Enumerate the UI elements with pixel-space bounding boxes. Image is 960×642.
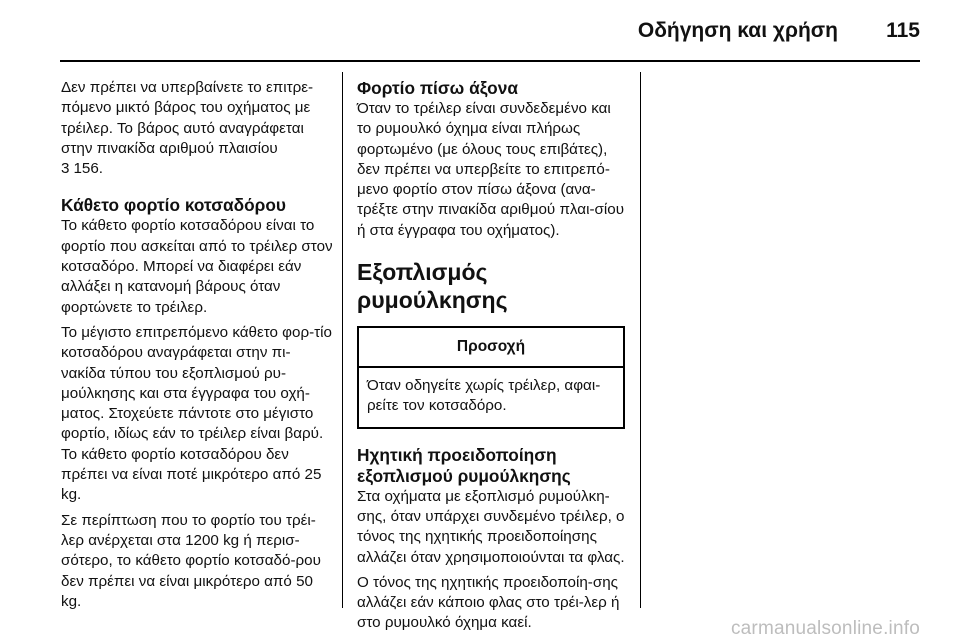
intro-text: Δεν πρέπει να υπερβαίνετε το επιτρε-πόμενο μικτό βάρος του οχήματος με τρέιλερ. Το βάρος αυτό αναγράφεται στην πινακίδα αριθμού πλαισίου	[61, 79, 314, 157]
rear-axle-paragraph: Όταν το τρέιλερ είναι συνδεδεμένο και το ρυμουλκό όχημα είναι πλήρως φορτωμένο (με όλους τους επιβάτες), δεν πρέπει να υπερβείτε το επιτρεπό-μενο φορτίο στον πίσω άξονα (ανα-τρέξτε στην πινακίδα αριθμού πλαι-σίου ή στα έγγραφα του οχήματος).	[357, 100, 624, 239]
rear-axle-heading: Φορτίο πίσω άξονα	[357, 78, 518, 98]
left-column	[61, 78, 333, 612]
acoustic-warning-paragraph-1: Στα οχήματα με εξοπλισμό ρυμούλκη-σης, όταν υπάρχει συνδεμένο τρέιλερ, ο τόνος της ηχητικής προειδοποίησης αλλάζει όταν χρησιμοποιούνται τα φλας.	[357, 487, 625, 566]
watermark: carmanualsonline.info	[730, 618, 920, 639]
acoustic-warning-heading: Ηχητική προειδοποίηση εξοπλισμού ρυμούλκησης	[357, 444, 571, 486]
vertical-load-paragraph-3: Σε περίπτωση που το φορτίο του τρέι-λερ ανέρχεται στα 1200 kg ή περισ-σότερο, το κάθετο φορτίο κοτσαδό-ρου δεν πρέπει να είναι μικρότερο από 50 kg.	[61, 511, 321, 610]
vertical-load-paragraph-1: Το κάθετο φορτίο κοτσαδόρου είναι το φορτίο που ασκείται από το τρέιλερ στον κοτσαδόρο. Μπορεί να διαφέρει εάν αλλάξει η κατανομή βάρους όταν φορτώνετε το τρέιλερ.	[61, 217, 333, 316]
towing-equipment-heading: Εξοπλισμός ρυμούλκησης	[357, 259, 508, 314]
page-header	[0, 0, 960, 62]
section-title: Οδήγηση και χρήση	[637, 19, 838, 42]
middle-column	[357, 78, 629, 634]
caution-title: Προσοχή	[359, 328, 623, 368]
page-number: 115	[886, 19, 920, 42]
caution-box	[357, 326, 625, 429]
vertical-load-heading: Κάθετο φορτίο κοτσαδόρου	[61, 195, 286, 216]
acoustic-warning-paragraph-2: Ο τόνος της ηχητικής προειδοποίη-σης αλλάζει εάν κάποιο φλας στο τρέι-λερ ή στο ρυμουλκό όχημα καεί.	[357, 573, 620, 632]
intro-paragraph	[61, 78, 333, 179]
column-divider-right	[640, 72, 641, 608]
page-reference-icon: 3	[61, 160, 70, 178]
intro-page-reference: 156.	[73, 160, 104, 178]
caution-text: Όταν οδηγείτε χωρίς τρέιλερ, αφαι-ρείτε τον κοτσαδόρο.	[367, 377, 601, 415]
header-rule	[60, 60, 920, 62]
vertical-load-paragraph-2: Το μέγιστο επιτρεπόμενο κάθετο φορ-τίο κοτσαδόρου αναγράφεται στην πι-νακίδα τύπου του εξοπλισμού ρυ-μούλκησης και στα έγγραφα του οχή-ματος. Στοχεύετε πάντοτε στο μέγιστο φορτίο, ιδίως εάν το τρέιλερ είναι βαρύ. Το κάθετο φορτίο κοτσαδόρου δεν πρέπει να είναι ποτέ μικρότερο από 25 kg.	[61, 323, 332, 504]
column-divider-left	[342, 72, 343, 608]
